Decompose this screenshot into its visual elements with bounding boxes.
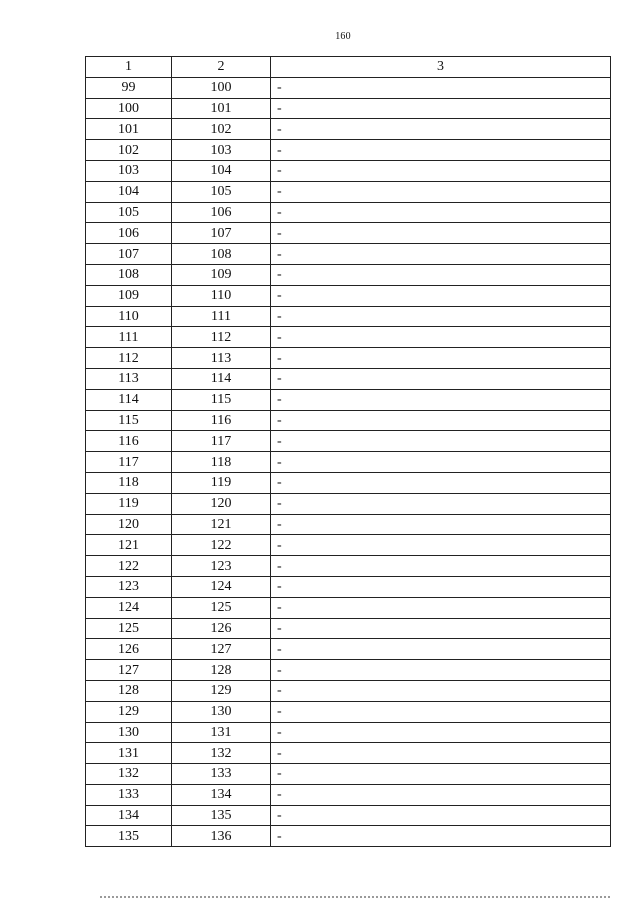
cell-col-2: 101: [172, 98, 271, 119]
cell-col-1: 124: [86, 597, 172, 618]
cell-col-2: 111: [172, 306, 271, 327]
table-row: [86, 410, 611, 431]
cell-col-1: 127: [86, 660, 172, 681]
cell-col-3: -: [271, 576, 611, 597]
table-row: [86, 514, 611, 535]
cell-col-3: -: [271, 327, 611, 348]
cell-col-3: -: [271, 535, 611, 556]
cell-col-1: 135: [86, 826, 172, 847]
cell-col-1: 134: [86, 805, 172, 826]
cell-col-1: 104: [86, 181, 172, 202]
cell-col-1: 111: [86, 327, 172, 348]
table-row: [86, 306, 611, 327]
table-row: [86, 826, 611, 847]
table-row: [86, 389, 611, 410]
cell-col-3: -: [271, 181, 611, 202]
table-row: [86, 140, 611, 161]
column-header-1: 1: [86, 57, 172, 78]
table-row: [86, 764, 611, 785]
cell-col-3: -: [271, 764, 611, 785]
cell-col-3: -: [271, 223, 611, 244]
cell-col-3: -: [271, 618, 611, 639]
cell-col-2: 124: [172, 576, 271, 597]
table-row: [86, 535, 611, 556]
cell-col-3: -: [271, 264, 611, 285]
cell-col-2: 122: [172, 535, 271, 556]
cell-col-2: 117: [172, 431, 271, 452]
table-row: [86, 160, 611, 181]
cell-col-3: -: [271, 348, 611, 369]
cell-col-2: 130: [172, 701, 271, 722]
cell-col-1: 121: [86, 535, 172, 556]
cell-col-2: 135: [172, 805, 271, 826]
cell-col-3: -: [271, 452, 611, 473]
cell-col-3: -: [271, 306, 611, 327]
cell-col-2: 106: [172, 202, 271, 223]
cell-col-3: -: [271, 472, 611, 493]
table-row: [86, 285, 611, 306]
cell-col-1: 108: [86, 264, 172, 285]
cell-col-1: 103: [86, 160, 172, 181]
cell-col-2: 131: [172, 722, 271, 743]
cell-col-3: -: [271, 77, 611, 98]
column-header-3: 3: [271, 57, 611, 78]
table-row: [86, 348, 611, 369]
cell-col-2: 129: [172, 680, 271, 701]
cell-col-3: -: [271, 431, 611, 452]
cell-col-2: 116: [172, 410, 271, 431]
cell-col-1: 100: [86, 98, 172, 119]
cell-col-3: -: [271, 244, 611, 265]
cell-col-3: -: [271, 701, 611, 722]
cell-col-2: 109: [172, 264, 271, 285]
cell-col-1: 132: [86, 764, 172, 785]
cell-col-3: -: [271, 202, 611, 223]
cell-col-3: -: [271, 514, 611, 535]
table-row: [86, 556, 611, 577]
cell-col-1: 105: [86, 202, 172, 223]
table-row: [86, 98, 611, 119]
cell-col-2: 123: [172, 556, 271, 577]
table-row: [86, 784, 611, 805]
table-row: [86, 77, 611, 98]
cell-col-2: 104: [172, 160, 271, 181]
cell-col-1: 122: [86, 556, 172, 577]
cell-col-3: -: [271, 639, 611, 660]
cell-col-2: 112: [172, 327, 271, 348]
cell-col-2: 107: [172, 223, 271, 244]
cell-col-3: -: [271, 285, 611, 306]
cell-col-2: 120: [172, 493, 271, 514]
table-row: [86, 493, 611, 514]
cell-col-3: -: [271, 597, 611, 618]
table-row: [86, 639, 611, 660]
cell-col-1: 110: [86, 306, 172, 327]
cell-col-3: -: [271, 410, 611, 431]
cell-col-2: 132: [172, 743, 271, 764]
cell-col-3: -: [271, 368, 611, 389]
cell-col-2: 113: [172, 348, 271, 369]
cell-col-3: -: [271, 160, 611, 181]
cell-col-2: 128: [172, 660, 271, 681]
table-row: [86, 431, 611, 452]
cell-col-2: 119: [172, 472, 271, 493]
cell-col-1: 112: [86, 348, 172, 369]
cell-col-3: -: [271, 660, 611, 681]
cell-col-1: 126: [86, 639, 172, 660]
table-header-row: [86, 57, 611, 78]
cell-col-2: 114: [172, 368, 271, 389]
cell-col-3: -: [271, 389, 611, 410]
table-row: [86, 743, 611, 764]
table-row: [86, 202, 611, 223]
footer-scan-artifact: [100, 896, 610, 900]
page-number: 160: [335, 31, 351, 42]
table-body: [86, 77, 611, 846]
table-row: [86, 452, 611, 473]
cell-col-1: 128: [86, 680, 172, 701]
cell-col-1: 125: [86, 618, 172, 639]
cell-col-3: -: [271, 722, 611, 743]
cell-col-1: 107: [86, 244, 172, 265]
cell-col-1: 115: [86, 410, 172, 431]
cell-col-2: 118: [172, 452, 271, 473]
cell-col-2: 108: [172, 244, 271, 265]
table-row: [86, 327, 611, 348]
column-header-2: 2: [172, 57, 271, 78]
table-row: [86, 472, 611, 493]
table-row: [86, 680, 611, 701]
cell-col-3: -: [271, 826, 611, 847]
cell-col-2: 100: [172, 77, 271, 98]
cell-col-1: 119: [86, 493, 172, 514]
table-row: [86, 223, 611, 244]
table-row: [86, 181, 611, 202]
cell-col-1: 99: [86, 77, 172, 98]
cell-col-1: 101: [86, 119, 172, 140]
cell-col-1: 116: [86, 431, 172, 452]
cell-col-3: -: [271, 556, 611, 577]
cell-col-1: 118: [86, 472, 172, 493]
cell-col-3: -: [271, 805, 611, 826]
cell-col-3: -: [271, 98, 611, 119]
data-table: [85, 56, 611, 847]
cell-col-1: 106: [86, 223, 172, 244]
table-row: [86, 368, 611, 389]
table-row: [86, 805, 611, 826]
cell-col-1: 133: [86, 784, 172, 805]
table-row: [86, 119, 611, 140]
cell-col-2: 127: [172, 639, 271, 660]
cell-col-1: 117: [86, 452, 172, 473]
cell-col-3: -: [271, 680, 611, 701]
cell-col-1: 113: [86, 368, 172, 389]
cell-col-2: 134: [172, 784, 271, 805]
table-row: [86, 576, 611, 597]
table-row: [86, 264, 611, 285]
table-row: [86, 660, 611, 681]
cell-col-3: -: [271, 784, 611, 805]
table-row: [86, 722, 611, 743]
cell-col-2: 126: [172, 618, 271, 639]
table-row: [86, 618, 611, 639]
cell-col-1: 129: [86, 701, 172, 722]
cell-col-3: -: [271, 743, 611, 764]
cell-col-1: 130: [86, 722, 172, 743]
cell-col-2: 121: [172, 514, 271, 535]
cell-col-1: 131: [86, 743, 172, 764]
cell-col-3: -: [271, 140, 611, 161]
table-row: [86, 597, 611, 618]
cell-col-3: -: [271, 493, 611, 514]
cell-col-2: 105: [172, 181, 271, 202]
cell-col-1: 120: [86, 514, 172, 535]
cell-col-3: -: [271, 119, 611, 140]
cell-col-1: 123: [86, 576, 172, 597]
cell-col-2: 133: [172, 764, 271, 785]
cell-col-2: 136: [172, 826, 271, 847]
cell-col-2: 110: [172, 285, 271, 306]
table-row: [86, 244, 611, 265]
cell-col-2: 115: [172, 389, 271, 410]
cell-col-2: 103: [172, 140, 271, 161]
cell-col-2: 102: [172, 119, 271, 140]
table-row: [86, 701, 611, 722]
cell-col-1: 102: [86, 140, 172, 161]
cell-col-1: 109: [86, 285, 172, 306]
cell-col-2: 125: [172, 597, 271, 618]
cell-col-1: 114: [86, 389, 172, 410]
